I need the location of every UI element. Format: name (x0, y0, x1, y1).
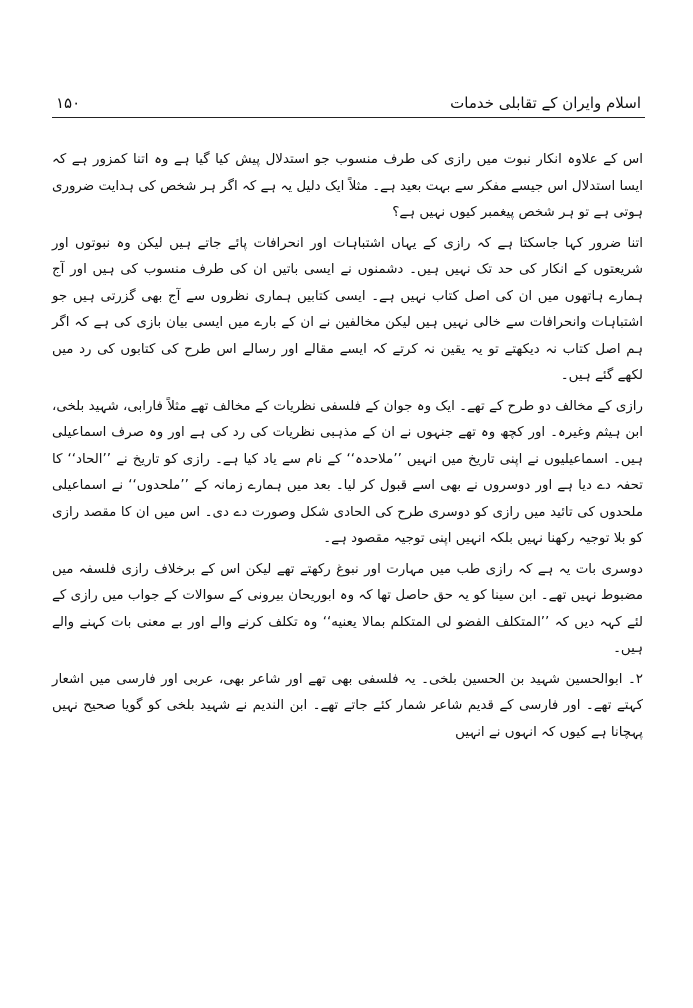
header-rule (52, 117, 645, 118)
page-header (56, 90, 641, 116)
paragraph: ۲۔ ابوالحسین شہید بن الحسین بلخی۔ یہ فلسفی بھی تھے اور شاعر بھی، عربی اور فارسی میں اشعار کہتے تھے۔ اور فارسی کے قدیم شاعر شمار کئے جاتے تھے۔ ابن الندیم نے شہید بلخی کو گویا صحیح نہیں پہچانا ہے کیوں کہ انہوں نے انہیں (52, 671, 643, 740)
paragraph: اس کے علاوہ انکار نبوت میں رازی کی طرف منسوب جو استدلال پیش کیا گیا ہے وہ اتنا کمزور ہے کہ ایسا استدلال اس جیسے مفکر سے بہت بعید ہے۔ مثلاً ایک دلیل یہ ہے کہ اگر ہر شخص کی ہدایت ضروری ہوتی ہے تو ہر شخص پیغمبر کیوں نہیں ہے؟ (52, 152, 643, 220)
paragraph: دوسری بات یہ ہے کہ رازی طب میں مہارت اور نبوغ رکھتے تھے لیکن اس کے برخلاف رازی فلسفہ میں مضبوط نہیں تھے۔ ابن سینا کو یہ حق حاصل تھا کہ وہ ابوریحان بیرونی کے سوالات کے جواب میں رازی کے لئے کہہ دیں کہ ’’المتکلف الفضو لی المتکلم بمالا یعنیه‘‘ وہ تکلف کرنے والے اور بے معنی بات کہنے والے ہیں۔ (52, 561, 643, 656)
paragraph: اتنا ضرور کہا جاسکتا ہے کہ رازی کے یہاں اشتباہات اور انحرافات پائے جاتے ہیں لیکن وہ نبوتوں اور شریعتوں کے انکار کی حد تک نہیں ہیں۔ دشمنوں نے ایسی باتیں ان کی طرف منسوب کی ہیں اور آج ہمارے ہاتھوں میں ان کی اصل کتاب نہیں ہے۔ ایسی کتابیں ہماری نظروں سے آج بھی گزرتی ہیں جو اشتباہات وانحرافات سے خالی نہیں ہیں لیکن مخالفین نے ان کے بارے میں ایسی بیان بازی کی ہے کہ اگر ہم اصل کتاب نہ دیکھتے تو یہ یقین نہ کرتے کہ ایسے مقالے اور رسالے اس طرح کی کتابوں کی رد میں لکھے گئے ہیں۔ (52, 235, 643, 383)
page-number: ۱۵۰ (56, 94, 81, 112)
body-text (52, 147, 643, 750)
paragraph: رازی کے مخالف دو طرح کے تھے۔ ایک وہ جوان کے فلسفی نظریات کے مخالف تھے مثلاً فارابی، شہید بلخی، ابن ہیثم وغیرہ۔ اور کچھ وہ تھے جنہوں نے ان کے مذہبی نظریات کی رد کی ہے اور وہ صرف اسماعیلی ہیں۔ اسماعیلیوں نے اپنی تاریخ میں انہیں ’’ملاحدہ‘‘ کے نام سے یاد کیا ہے۔ رازی کو تاریخ نے ’’الحاد‘‘ کا تحفہ دے دیا ہے اور دوسروں نے بھی اسے قبول کر لیا۔ بعد میں ہمارے زمانہ کے ’’ملحدوں‘‘ نے اسماعیلی ملحدوں کی تائید میں رازی کو دوسری طرح کی الحادی شکل وصورت دے دی۔ اس میں ان کا مقصد رازی کو بلا توجیہ رکھنا نہیں بلکہ انہیں اپنی توجیہ مقصود ہے۔ (52, 398, 643, 546)
running-title: اسلام وایران کے تقابلی خدمات (450, 94, 641, 112)
